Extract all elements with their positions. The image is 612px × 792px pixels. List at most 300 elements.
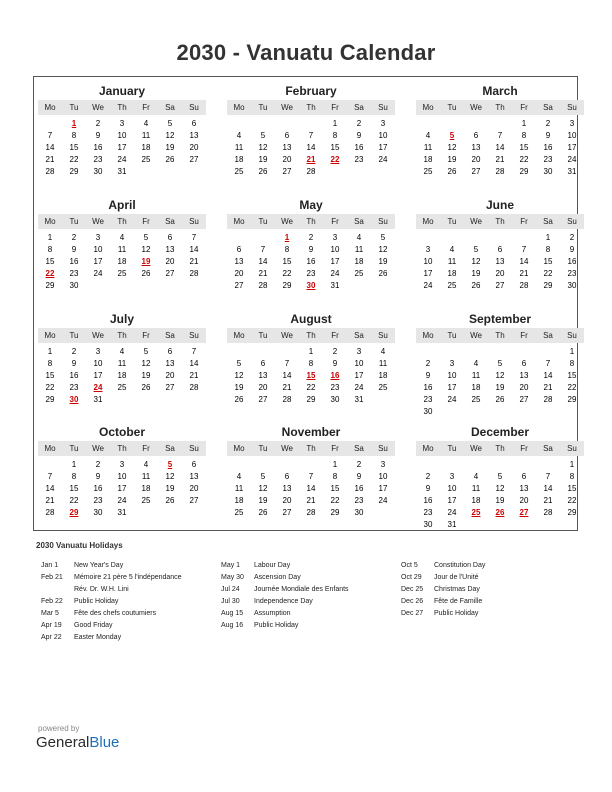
day-cell: 7 bbox=[545, 472, 551, 481]
day-cell: 5 bbox=[449, 131, 455, 140]
day-cell: 20 bbox=[258, 383, 268, 392]
day-cell: 1 bbox=[332, 119, 338, 128]
day-cell: 4 bbox=[425, 131, 431, 140]
day-cell: 22 bbox=[282, 269, 292, 278]
weekday-label: Th bbox=[495, 217, 505, 226]
day-cell: 20 bbox=[189, 143, 199, 152]
day-cell: 8 bbox=[332, 131, 338, 140]
week-row bbox=[416, 471, 584, 483]
day-cell: 12 bbox=[378, 245, 388, 254]
day-cell: 26 bbox=[141, 383, 151, 392]
holiday-name: Labour Day bbox=[254, 562, 291, 569]
day-cell: 12 bbox=[234, 371, 244, 380]
day-cell bbox=[158, 166, 182, 178]
day-cell bbox=[464, 118, 488, 130]
week-row bbox=[38, 118, 206, 130]
weekday-label: Sa bbox=[165, 444, 175, 453]
weekday-label: Mo bbox=[422, 444, 434, 453]
day-cell: 4 bbox=[236, 472, 242, 481]
day-cell: 18 bbox=[117, 371, 127, 380]
day-cell: 8 bbox=[47, 245, 53, 254]
day-cell: 27 bbox=[189, 496, 199, 505]
weekday-label: Fr bbox=[331, 331, 339, 340]
holiday-name: Ascension Day bbox=[254, 574, 301, 581]
day-cell: 7 bbox=[521, 245, 527, 254]
day-cell: 30 bbox=[306, 281, 316, 290]
holiday-name: Easter Monday bbox=[74, 634, 122, 641]
day-cell: 25 bbox=[423, 167, 433, 176]
day-cell: 26 bbox=[234, 395, 244, 404]
weekday-label: Tu bbox=[258, 331, 268, 340]
day-cell: 5 bbox=[260, 131, 266, 140]
holiday-name: Good Friday bbox=[74, 622, 113, 629]
weekday-label: Su bbox=[189, 444, 199, 453]
holiday-item bbox=[221, 608, 349, 620]
day-cell: 23 bbox=[354, 155, 364, 164]
holiday-date: Oct 5 bbox=[401, 562, 418, 569]
day-cell bbox=[323, 166, 347, 178]
day-cell: 11 bbox=[354, 245, 364, 254]
day-cell: 1 bbox=[332, 460, 338, 469]
day-cell: 25 bbox=[141, 155, 151, 164]
day-cell: 24 bbox=[117, 155, 127, 164]
weekday-label: Mo bbox=[44, 217, 56, 226]
weekday-label: Tu bbox=[69, 217, 79, 226]
day-cell: 27 bbox=[258, 395, 268, 404]
day-cell: 14 bbox=[258, 257, 268, 266]
day-cell: 30 bbox=[93, 167, 103, 176]
day-cell: 13 bbox=[234, 257, 244, 266]
holiday-date: Aug 15 bbox=[221, 610, 244, 617]
day-cell: 14 bbox=[45, 484, 55, 493]
day-cell: 11 bbox=[471, 371, 481, 380]
weekday-label: We bbox=[281, 444, 293, 453]
week-row bbox=[416, 346, 584, 358]
day-cell: 25 bbox=[234, 167, 244, 176]
day-cell: 17 bbox=[447, 496, 457, 505]
day-cell: 21 bbox=[189, 257, 199, 266]
holiday-item bbox=[41, 620, 182, 632]
day-cell: 19 bbox=[165, 484, 175, 493]
holiday-item bbox=[221, 584, 349, 596]
day-cell: 11 bbox=[471, 484, 481, 493]
day-cell: 9 bbox=[332, 359, 338, 368]
day-cell: 6 bbox=[497, 245, 503, 254]
day-cell: 17 bbox=[93, 371, 103, 380]
day-cell: 25 bbox=[447, 281, 457, 290]
day-cell: 13 bbox=[282, 143, 292, 152]
weekday-label: We bbox=[281, 103, 293, 112]
day-cell: 11 bbox=[234, 484, 244, 493]
day-cell: 26 bbox=[378, 269, 388, 278]
day-cell: 11 bbox=[378, 359, 388, 368]
holiday-date: Dec 25 bbox=[401, 586, 424, 593]
day-cell: 27 bbox=[165, 383, 175, 392]
day-cell: 16 bbox=[93, 484, 103, 493]
day-cell: 17 bbox=[354, 371, 364, 380]
day-cell: 13 bbox=[519, 371, 529, 380]
day-cell: 6 bbox=[236, 245, 242, 254]
day-cell bbox=[512, 519, 536, 531]
week-row bbox=[416, 406, 584, 418]
weekday-label: Sa bbox=[165, 103, 175, 112]
day-cell: 19 bbox=[258, 155, 268, 164]
day-cell: 29 bbox=[69, 167, 79, 176]
day-cell: 6 bbox=[521, 359, 527, 368]
day-cell: 30 bbox=[543, 167, 553, 176]
weekday-label: Th bbox=[306, 444, 316, 453]
day-cell: 12 bbox=[495, 371, 505, 380]
day-cell: 5 bbox=[260, 472, 266, 481]
month-name: July bbox=[109, 312, 134, 326]
weekday-label: Fr bbox=[331, 217, 339, 226]
day-cell: 13 bbox=[165, 245, 175, 254]
day-cell: 16 bbox=[306, 257, 316, 266]
day-cell: 14 bbox=[282, 371, 292, 380]
holiday-item bbox=[41, 632, 182, 644]
day-cell: 10 bbox=[93, 245, 103, 254]
day-cell: 15 bbox=[519, 143, 529, 152]
day-cell: 30 bbox=[69, 281, 79, 290]
holiday-date: Jul 24 bbox=[221, 586, 240, 593]
week-row bbox=[227, 268, 395, 280]
day-cell: 2 bbox=[332, 347, 338, 356]
weekday-label: We bbox=[470, 217, 482, 226]
week-row bbox=[416, 154, 584, 166]
holiday-name: Jour de l'Unité bbox=[434, 574, 479, 581]
weekday-label: Mo bbox=[233, 444, 245, 453]
day-cell: 19 bbox=[141, 257, 151, 266]
day-cell bbox=[440, 232, 464, 244]
day-cell bbox=[38, 118, 62, 130]
day-cell: 15 bbox=[69, 143, 79, 152]
day-cell: 26 bbox=[495, 395, 505, 404]
day-cell: 17 bbox=[330, 257, 340, 266]
day-cell: 7 bbox=[191, 347, 197, 356]
day-cell bbox=[182, 507, 206, 519]
day-cell: 6 bbox=[191, 119, 197, 128]
day-cell bbox=[536, 406, 560, 418]
day-cell: 17 bbox=[117, 484, 127, 493]
month-january bbox=[38, 84, 206, 178]
day-cell bbox=[347, 166, 371, 178]
day-cell: 17 bbox=[378, 143, 388, 152]
day-cell: 3 bbox=[119, 460, 125, 469]
week-row bbox=[227, 166, 395, 178]
day-cell: 13 bbox=[495, 257, 505, 266]
holiday-item bbox=[41, 584, 182, 596]
day-cell: 12 bbox=[165, 472, 175, 481]
day-cell: 27 bbox=[519, 508, 529, 517]
day-cell: 30 bbox=[93, 508, 103, 517]
weekday-label: Fr bbox=[520, 217, 528, 226]
day-cell: 1 bbox=[569, 460, 575, 469]
day-cell: 4 bbox=[356, 233, 362, 242]
powered-by-label: powered by bbox=[38, 724, 80, 733]
weekday-label: Fr bbox=[142, 217, 150, 226]
week-row bbox=[227, 280, 395, 292]
day-cell: 21 bbox=[258, 269, 268, 278]
day-cell: 16 bbox=[423, 383, 433, 392]
weekday-label: Sa bbox=[354, 444, 364, 453]
day-cell: 15 bbox=[567, 371, 577, 380]
holiday-name: Public Holiday bbox=[74, 598, 119, 605]
day-cell: 28 bbox=[45, 167, 55, 176]
month-name: August bbox=[290, 312, 332, 326]
day-cell: 21 bbox=[495, 155, 505, 164]
month-october bbox=[38, 425, 206, 519]
day-cell: 30 bbox=[330, 395, 340, 404]
week-row bbox=[227, 142, 395, 154]
month-name: December bbox=[470, 425, 530, 439]
day-cell: 28 bbox=[543, 395, 553, 404]
holiday-item bbox=[41, 560, 182, 572]
day-cell: 10 bbox=[330, 245, 340, 254]
day-cell: 28 bbox=[519, 281, 529, 290]
day-cell bbox=[275, 346, 299, 358]
holiday-date: Jul 30 bbox=[221, 598, 240, 605]
day-cell: 4 bbox=[143, 460, 149, 469]
day-cell: 23 bbox=[543, 155, 553, 164]
day-cell: 12 bbox=[471, 257, 481, 266]
weekday-label: Su bbox=[189, 331, 199, 340]
day-cell: 2 bbox=[356, 119, 362, 128]
day-cell bbox=[371, 507, 395, 519]
day-cell: 23 bbox=[423, 395, 433, 404]
day-cell: 18 bbox=[141, 484, 151, 493]
day-cell: 8 bbox=[521, 131, 527, 140]
day-cell: 4 bbox=[473, 359, 479, 368]
weekday-label: Su bbox=[567, 331, 577, 340]
day-cell: 31 bbox=[567, 167, 577, 176]
generalblue-logo[interactable] bbox=[36, 724, 119, 751]
day-cell: 10 bbox=[93, 359, 103, 368]
day-cell: 30 bbox=[423, 520, 433, 529]
day-cell: 7 bbox=[545, 359, 551, 368]
day-cell: 9 bbox=[356, 472, 362, 481]
holiday-item bbox=[221, 620, 349, 632]
week-row bbox=[38, 459, 206, 471]
day-cell: 14 bbox=[189, 245, 199, 254]
day-cell: 10 bbox=[117, 472, 127, 481]
day-cell: 7 bbox=[191, 233, 197, 242]
day-cell: 13 bbox=[189, 472, 199, 481]
day-cell: 20 bbox=[165, 257, 175, 266]
day-cell: 18 bbox=[447, 269, 457, 278]
month-june bbox=[416, 198, 584, 292]
day-cell: 28 bbox=[189, 269, 199, 278]
weekday-label: Su bbox=[378, 444, 388, 453]
holiday-date: Feb 22 bbox=[41, 598, 63, 605]
week-row bbox=[416, 256, 584, 268]
day-cell: 19 bbox=[495, 496, 505, 505]
weekday-header bbox=[227, 214, 395, 229]
day-cell: 20 bbox=[495, 269, 505, 278]
day-cell: 11 bbox=[141, 131, 151, 140]
day-cell: 22 bbox=[543, 269, 553, 278]
day-cell: 18 bbox=[378, 371, 388, 380]
weekday-header bbox=[227, 328, 395, 343]
week-row bbox=[38, 346, 206, 358]
day-cell: 24 bbox=[378, 496, 388, 505]
day-cell: 28 bbox=[258, 281, 268, 290]
weekday-label: Mo bbox=[422, 103, 434, 112]
holiday-name: Fête des chefs coutumiers bbox=[74, 610, 157, 617]
day-cell bbox=[440, 459, 464, 471]
day-cell: 29 bbox=[45, 395, 55, 404]
day-cell: 10 bbox=[117, 131, 127, 140]
day-cell: 11 bbox=[117, 245, 127, 254]
weekday-header bbox=[416, 214, 584, 229]
day-cell: 26 bbox=[165, 155, 175, 164]
day-cell: 23 bbox=[69, 383, 79, 392]
day-cell: 8 bbox=[332, 472, 338, 481]
weekday-label: Mo bbox=[233, 217, 245, 226]
day-cell: 18 bbox=[141, 143, 151, 152]
day-cell: 11 bbox=[423, 143, 433, 152]
holiday-item bbox=[401, 608, 485, 620]
day-cell: 21 bbox=[543, 383, 553, 392]
week-row bbox=[416, 232, 584, 244]
day-cell: 18 bbox=[234, 155, 244, 164]
day-cell bbox=[488, 459, 512, 471]
day-cell bbox=[347, 280, 371, 292]
month-september bbox=[416, 312, 584, 418]
week-row bbox=[416, 358, 584, 370]
day-cell bbox=[464, 346, 488, 358]
day-cell: 10 bbox=[447, 484, 457, 493]
day-cell: 20 bbox=[234, 269, 244, 278]
month-april bbox=[38, 198, 206, 292]
day-cell: 13 bbox=[282, 484, 292, 493]
day-cell bbox=[86, 280, 110, 292]
weekday-label: Mo bbox=[422, 331, 434, 340]
day-cell: 10 bbox=[567, 131, 577, 140]
day-cell: 18 bbox=[234, 496, 244, 505]
brand-general: General bbox=[36, 734, 90, 751]
month-name: May bbox=[299, 198, 323, 212]
day-cell: 11 bbox=[447, 257, 457, 266]
day-cell: 22 bbox=[69, 496, 79, 505]
holiday-date: Apr 22 bbox=[41, 634, 62, 641]
holiday-date: May 1 bbox=[221, 562, 241, 569]
weekday-label: We bbox=[92, 331, 104, 340]
day-cell: 12 bbox=[258, 484, 268, 493]
day-cell: 3 bbox=[425, 245, 431, 254]
day-cell: 2 bbox=[356, 460, 362, 469]
month-march bbox=[416, 84, 584, 178]
weekday-header bbox=[416, 441, 584, 456]
day-cell: 8 bbox=[71, 131, 77, 140]
day-cell bbox=[158, 394, 182, 406]
day-cell bbox=[182, 394, 206, 406]
day-cell: 12 bbox=[258, 143, 268, 152]
day-cell: 15 bbox=[306, 371, 316, 380]
day-cell: 20 bbox=[519, 496, 529, 505]
brand-blue: Blue bbox=[89, 734, 120, 751]
day-cell bbox=[536, 346, 560, 358]
day-cell bbox=[251, 118, 275, 130]
day-cell: 21 bbox=[45, 155, 55, 164]
day-cell bbox=[227, 232, 251, 244]
day-cell: 3 bbox=[95, 347, 101, 356]
weekday-label: Sa bbox=[543, 444, 553, 453]
day-cell: 5 bbox=[143, 233, 149, 242]
weekday-label: Mo bbox=[44, 331, 56, 340]
day-cell bbox=[416, 346, 440, 358]
day-cell: 1 bbox=[521, 119, 527, 128]
day-cell: 24 bbox=[447, 395, 457, 404]
day-cell: 1 bbox=[545, 233, 551, 242]
week-row bbox=[38, 483, 206, 495]
week-row bbox=[38, 166, 206, 178]
holiday-name: Mémoire 21 père 5 l'indépendance bbox=[74, 574, 182, 581]
day-cell: 22 bbox=[567, 496, 577, 505]
day-cell bbox=[488, 519, 512, 531]
weekday-label: We bbox=[281, 217, 293, 226]
day-cell bbox=[560, 406, 584, 418]
day-cell: 28 bbox=[189, 383, 199, 392]
week-row bbox=[416, 118, 584, 130]
day-cell: 30 bbox=[423, 407, 433, 416]
day-cell: 8 bbox=[545, 245, 551, 254]
day-cell: 24 bbox=[378, 155, 388, 164]
day-cell: 2 bbox=[95, 460, 101, 469]
weekday-label: Fr bbox=[520, 103, 528, 112]
weekday-label: Su bbox=[378, 217, 388, 226]
week-row bbox=[227, 370, 395, 382]
day-cell: 17 bbox=[378, 484, 388, 493]
day-cell: 28 bbox=[306, 167, 316, 176]
holiday-item bbox=[401, 584, 485, 596]
weekday-label: Th bbox=[495, 103, 505, 112]
day-cell: 25 bbox=[378, 383, 388, 392]
day-cell: 23 bbox=[93, 155, 103, 164]
weekday-label: Tu bbox=[447, 103, 457, 112]
holiday-column bbox=[221, 560, 349, 632]
week-row bbox=[227, 244, 395, 256]
holiday-date: Dec 27 bbox=[401, 610, 424, 617]
day-cell: 30 bbox=[567, 281, 577, 290]
weekday-label: Mo bbox=[233, 103, 245, 112]
week-row bbox=[38, 154, 206, 166]
weekday-header bbox=[416, 328, 584, 343]
day-cell: 7 bbox=[47, 472, 53, 481]
day-cell: 3 bbox=[119, 119, 125, 128]
day-cell: 26 bbox=[447, 167, 457, 176]
day-cell: 3 bbox=[569, 119, 575, 128]
day-cell bbox=[110, 280, 134, 292]
day-cell: 20 bbox=[165, 371, 175, 380]
holiday-column bbox=[401, 560, 485, 620]
weekday-label: Th bbox=[306, 331, 316, 340]
holiday-date: Aug 16 bbox=[221, 622, 244, 629]
day-cell: 6 bbox=[473, 131, 479, 140]
weekday-header bbox=[227, 100, 395, 115]
day-cell bbox=[110, 394, 134, 406]
week-row bbox=[227, 346, 395, 358]
day-cell: 5 bbox=[236, 359, 242, 368]
day-cell: 31 bbox=[93, 395, 103, 404]
day-cell: 24 bbox=[354, 383, 364, 392]
weekday-label: Su bbox=[567, 103, 577, 112]
holiday-date: Apr 19 bbox=[41, 622, 62, 629]
day-cell: 22 bbox=[330, 155, 340, 164]
day-cell: 28 bbox=[543, 508, 553, 517]
day-cell: 4 bbox=[119, 233, 125, 242]
weekday-header bbox=[227, 441, 395, 456]
day-cell: 15 bbox=[69, 484, 79, 493]
